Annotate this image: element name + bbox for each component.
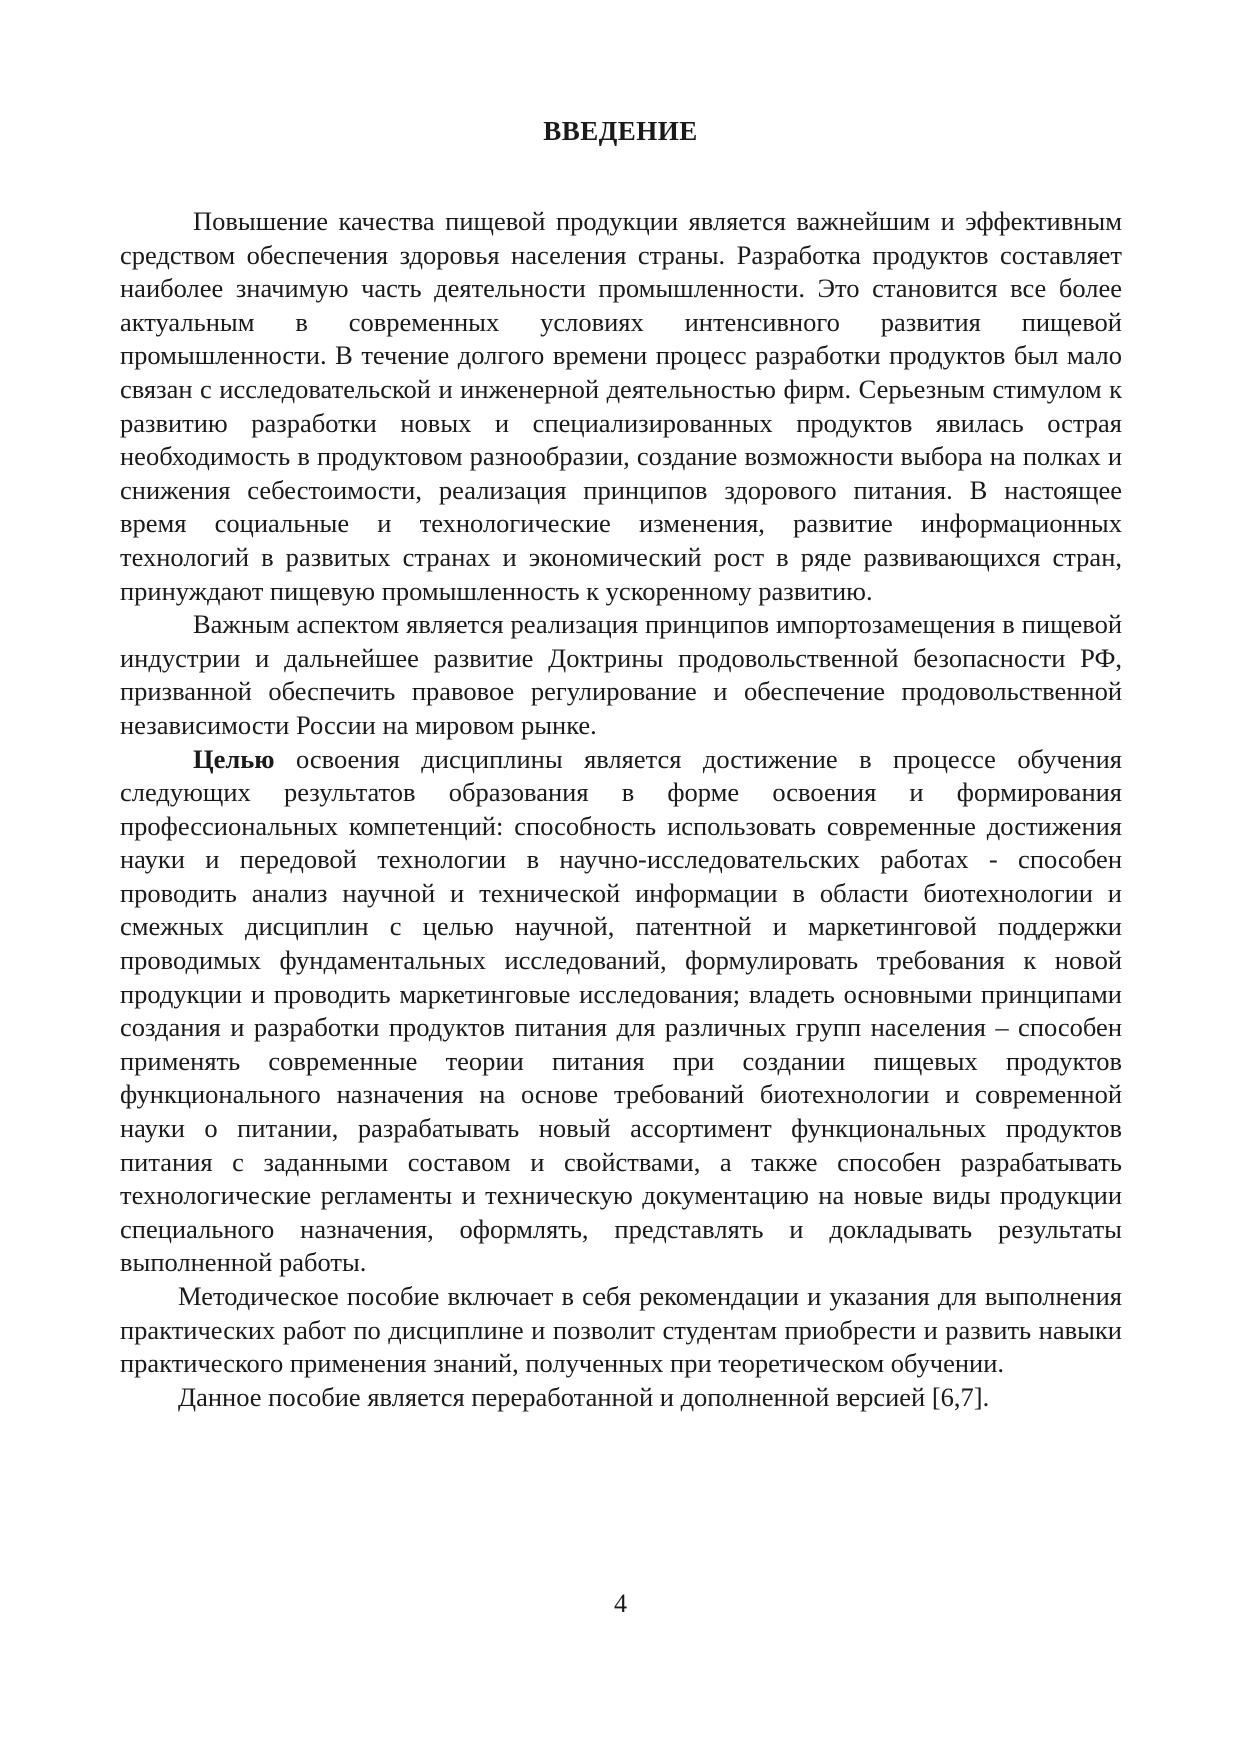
page-number: 4 <box>614 1589 627 1618</box>
document-body <box>120 205 1122 1414</box>
goal-text: освоения дисциплины является достижение в процессе обучения следующих результатов образования в форме освоения и формирования профессиональных компетенций: способность использовать современные достижения науки и передовой технологии в научно-исследовательских работах - способен проводить анализ научной и технической информации в области биотехнологии и смежных дисциплин с целью научной, патентной и маркетинговой поддержки проводимых фундаментальных исследований, формулировать требования к новой продукции и проводить маркетинговые исследования; владеть основными принципами создания и разработки продуктов питания для различных групп населения – способен применять современные теории питания при создании пищевых продуктов функционального назначения на основе требований биотехнологии и современной науки о питании, разрабатывать новый ассортимент функциональных продуктов питания с заданными составом и свойствами, а также способен разрабатывать технологические регламенты и техническую документацию на новые виды продукции специального назначения, оформлять, представлять и докладывать результаты выполненной работы. <box>120 743 1122 1278</box>
paragraph-revision-note: Данное пособие является переработанной и дополненной версией [6,7]. <box>178 1381 990 1412</box>
paragraph-goal <box>120 743 1122 1281</box>
page-title: ВВЕДЕНИЕ <box>543 116 698 146</box>
paragraph-intro: Повышение качества пищевой продукции является важнейшим и эффективным средством обеспечения здоровья населения страны. Разработка продуктов составляет наиболее значимую часть деятельности промышленности. Это становится все более актуальным в современных условиях интенсивного развития пищевой промышленности. В течение долгого времени процесс разработки продуктов был мало связан с исследовательской и инженерной деятельностью фирм. Серьезным стимулом к развитию разработки новых и специализированных продуктов явилась острая необходимость в продуктовом разнообразии, создание возможности выбора на полках и снижения себестоимости, реализация принципов здорового питания. В настоящее время социальные и технологические изменения, развитие информационных технологий в развитых странах и экономический рост в ряде развивающихся стран, принуждают пищевую промышленность к ускоренному развитию. <box>120 206 1122 606</box>
paragraph-methodology: Методическое пособие включает в себя рекомендации и указания для выполнения практических работ по дисциплине и позволит студентам приобрести и развить навыки практического применения знаний, полученных при теоретическом обучении. <box>120 1281 1122 1379</box>
paragraph-import-substitution: Важным аспектом является реализация принципов импортозамещения в пищевой индустрии и дальнейшее развитие Доктрины продовольственной безопасности РФ, призванной обеспечить правовое регулирование и обеспечение продовольственной независимости России на мировом рынке. <box>120 609 1122 740</box>
goal-bold-lead: Целью <box>193 743 275 774</box>
